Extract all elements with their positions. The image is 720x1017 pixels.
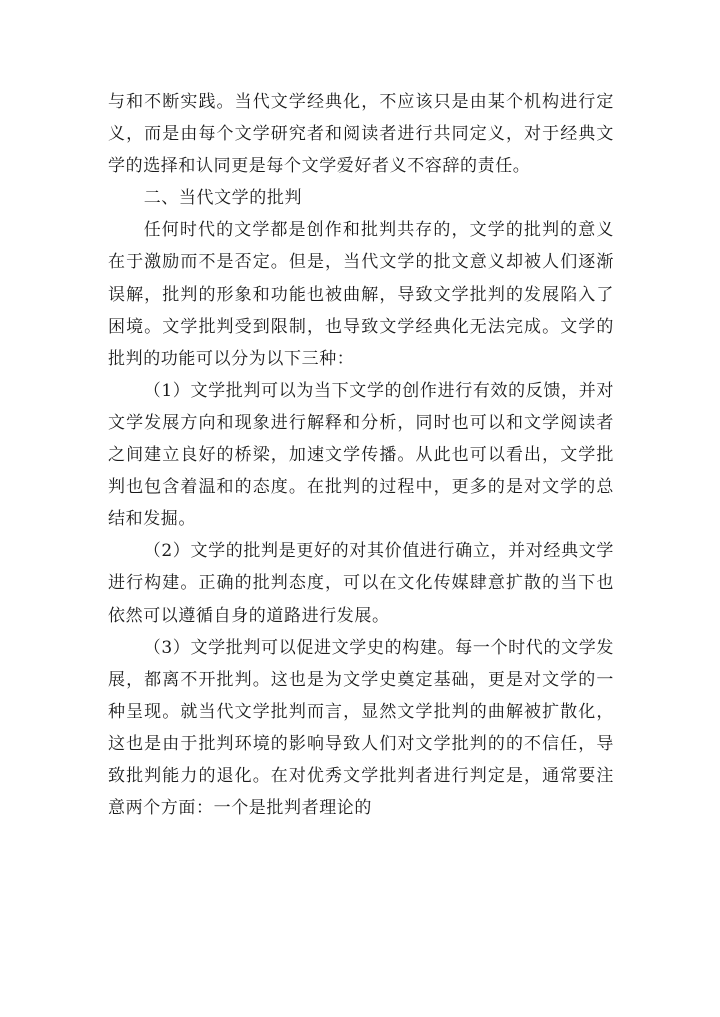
paragraph-intro: 任何时代的文学都是创作和批判共存的，文学的批判的意义在于激励而不是否定。但是，当代文学的批文意义却被人们逐渐误解，批判的形象和功能也被曲解，导致文学批判的发展陷入了困境。文学批判受到限制，也导致文学经典化无法完成。文学的批判的功能可以分为以下三种： <box>108 220 614 369</box>
section-heading: 二、当代文学的批判 <box>143 188 303 209</box>
list-item-3: （3）文学批判可以促进文学史的构建。每一个时代的文学发展，都离不开批判。这也是为文学史奠定基础，更是对文学的一种呈现。就当代文学批判而言，显然文学批判的曲解被扩散化，这也是由于批判环境的影响导致人们对文学批判的的不信任，导致批判能力的退化。在对优秀文学批判者进行判定是，通常要注意两个方面：一个是批判者理论的 <box>108 637 614 819</box>
list-item-1: （1）文学批判可以为当下文学的创作进行有效的反馈，并对文学发展方向和现象进行解释和分析，同时也可以和文学阅读者之间建立良好的桥梁，加速文学传播。从此也可以看出，文学批判也包含着温和的态度。在批判的过程中，更多的是对文学的总结和发掘。 <box>108 380 614 530</box>
list-item-2: （2）文学的批判是更好的对其价值进行确立，并对经典文学进行构建。正确的批判态度，可以在文化传媒肆意扩散的当下也依然可以遵循自身的道路进行发展。 <box>108 541 614 626</box>
document-body <box>108 86 614 824</box>
paragraph-continuation: 与和不断实践。当代文学经典化，不应该只是由某个机构进行定义，而是由每个文学研究者和阅读者进行共同定义，对于经典文学的选择和认同更是每个文学爱好者义不容辞的责任。 <box>108 92 614 177</box>
